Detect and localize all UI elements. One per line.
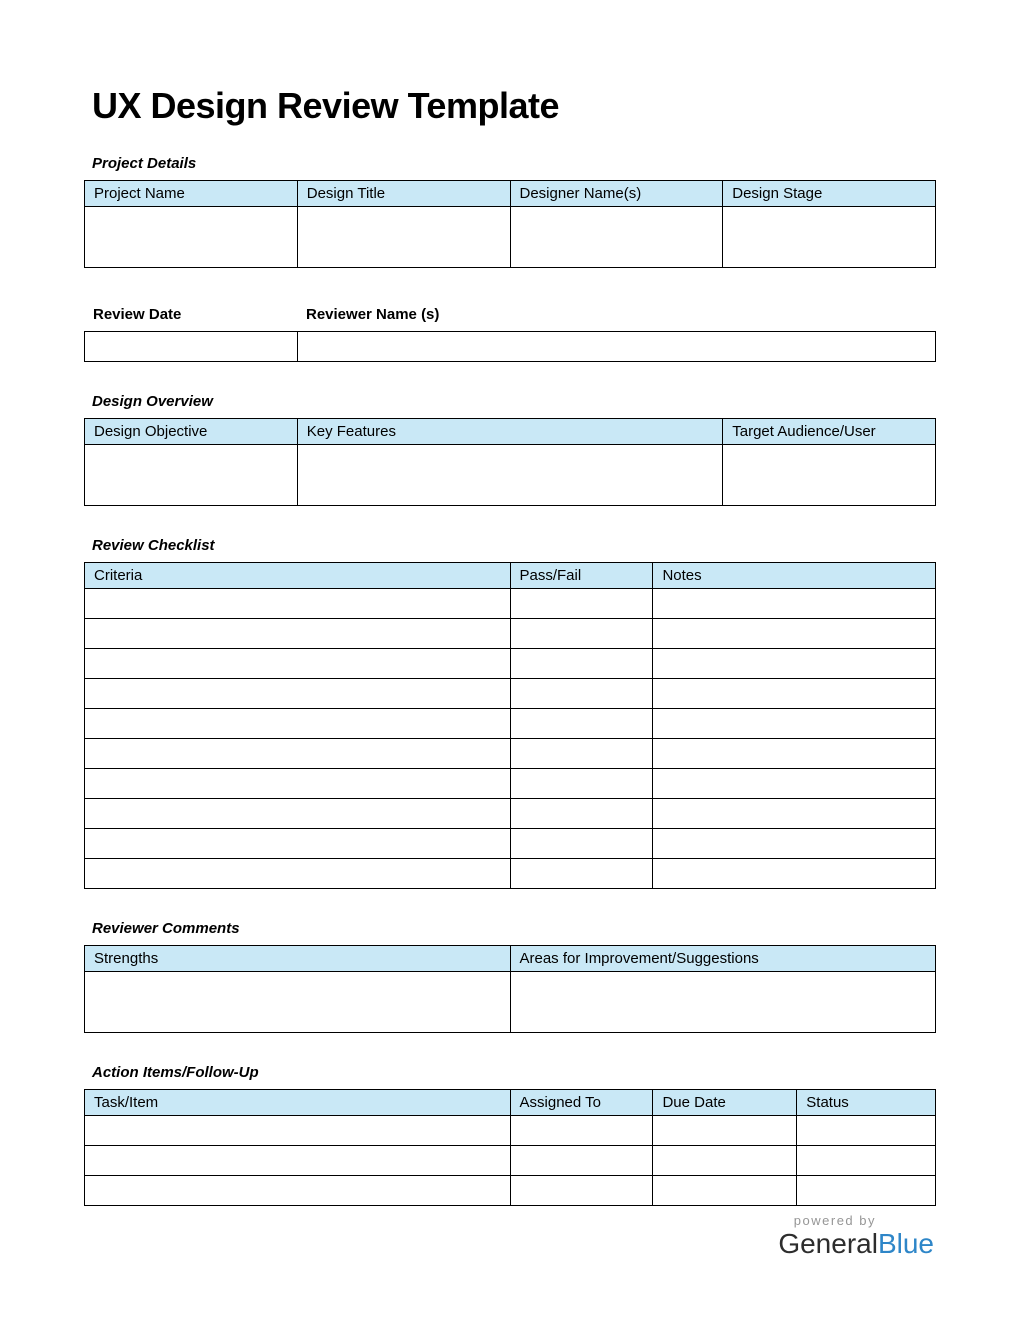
project-details-table [84, 180, 936, 268]
empty-cell[interactable] [797, 1145, 936, 1175]
empty-cell[interactable] [797, 1175, 936, 1205]
general-blue-logo [778, 1228, 934, 1260]
empty-cell[interactable] [85, 678, 511, 708]
empty-cell[interactable] [510, 708, 653, 738]
table-row [85, 828, 936, 858]
column-header-designer-names: Designer Name(s) [510, 180, 723, 206]
empty-cell[interactable] [653, 618, 936, 648]
empty-cell[interactable] [653, 858, 936, 888]
brand-blue: Blue [877, 1228, 934, 1260]
empty-cell[interactable] [510, 1175, 653, 1205]
empty-cell[interactable] [85, 971, 511, 1032]
empty-cell[interactable] [653, 1175, 797, 1205]
empty-cell[interactable] [85, 798, 511, 828]
section-heading-action-items: Action Items/Follow-Up [92, 1063, 259, 1081]
table-row [85, 678, 936, 708]
empty-cell[interactable] [653, 738, 936, 768]
table-row [85, 648, 936, 678]
empty-cell[interactable] [510, 618, 653, 648]
column-header-notes: Notes [653, 562, 936, 588]
table-row [85, 1145, 936, 1175]
reviewer-comments-table [84, 945, 936, 1033]
table-row [85, 858, 936, 888]
column-header-strengths: Strengths [85, 945, 511, 971]
review-info-labels [84, 306, 936, 323]
empty-cell[interactable] [85, 828, 511, 858]
empty-cell[interactable] [85, 768, 511, 798]
design-overview-table [84, 418, 936, 506]
empty-cell[interactable] [85, 588, 511, 618]
empty-cell[interactable] [723, 206, 936, 267]
empty-cell[interactable] [653, 1145, 797, 1175]
brand-general: General [778, 1228, 878, 1260]
empty-cell[interactable] [653, 798, 936, 828]
empty-cell[interactable] [510, 971, 936, 1032]
page-title: UX Design Review Template [92, 85, 559, 126]
section-heading-reviewer-comments: Reviewer Comments [92, 919, 240, 937]
empty-cell[interactable] [653, 768, 936, 798]
table-row [85, 1175, 936, 1205]
column-header-status: Status [797, 1089, 936, 1115]
table-row [85, 798, 936, 828]
empty-cell[interactable] [653, 588, 936, 618]
empty-cell[interactable] [297, 206, 510, 267]
empty-cell[interactable] [510, 858, 653, 888]
empty-cell[interactable] [653, 1115, 797, 1145]
empty-cell[interactable] [510, 828, 653, 858]
review-date-label: Review Date [93, 305, 182, 323]
empty-cell[interactable] [510, 648, 653, 678]
column-header-assigned-to: Assigned To [510, 1089, 653, 1115]
table-row [85, 768, 936, 798]
table-row [85, 618, 936, 648]
empty-cell[interactable] [85, 858, 511, 888]
empty-cell[interactable] [85, 1115, 511, 1145]
empty-cell[interactable] [653, 708, 936, 738]
review-info-table [84, 331, 936, 362]
empty-cell[interactable] [653, 678, 936, 708]
empty-cell[interactable] [797, 1115, 936, 1145]
empty-cell[interactable] [297, 331, 935, 361]
empty-cell[interactable] [510, 1145, 653, 1175]
empty-cell[interactable] [510, 678, 653, 708]
column-header-criteria: Criteria [85, 562, 511, 588]
empty-cell[interactable] [85, 206, 298, 267]
table-row [85, 738, 936, 768]
column-header-due-date: Due Date [653, 1089, 797, 1115]
empty-cell[interactable] [510, 798, 653, 828]
empty-cell[interactable] [653, 648, 936, 678]
column-header-task-item: Task/Item [85, 1089, 511, 1115]
empty-cell[interactable] [510, 1115, 653, 1145]
empty-cell[interactable] [85, 331, 298, 361]
empty-cell[interactable] [510, 738, 653, 768]
reviewer-name-label: Reviewer Name (s) [306, 305, 440, 323]
footer [84, 1213, 936, 1261]
column-header-design-title: Design Title [297, 180, 510, 206]
empty-cell[interactable] [85, 648, 511, 678]
column-header-pass-fail: Pass/Fail [510, 562, 653, 588]
table-row [85, 1115, 936, 1145]
empty-cell[interactable] [297, 444, 723, 505]
table-row [85, 971, 936, 1032]
empty-cell[interactable] [85, 708, 511, 738]
column-header-key-features: Key Features [297, 418, 723, 444]
column-header-target-audience: Target Audience/User [723, 418, 936, 444]
table-row [85, 331, 936, 361]
table-row [85, 588, 936, 618]
section-heading-review-checklist: Review Checklist [92, 536, 215, 554]
empty-cell[interactable] [510, 768, 653, 798]
section-heading-design-overview: Design Overview [92, 392, 213, 410]
section-heading-project-details: Project Details [92, 154, 197, 172]
table-row [85, 708, 936, 738]
empty-cell[interactable] [510, 588, 653, 618]
empty-cell[interactable] [85, 1175, 511, 1205]
action-items-table [84, 1089, 936, 1206]
table-row [85, 444, 936, 505]
column-header-design-stage: Design Stage [723, 180, 936, 206]
empty-cell[interactable] [85, 738, 511, 768]
empty-cell[interactable] [653, 828, 936, 858]
powered-by-text: powered by [793, 1212, 876, 1228]
empty-cell[interactable] [723, 444, 936, 505]
empty-cell[interactable] [85, 444, 298, 505]
column-header-design-objective: Design Objective [85, 418, 298, 444]
table-row [85, 206, 936, 267]
review-checklist-table [84, 562, 936, 889]
empty-cell[interactable] [85, 1145, 511, 1175]
empty-cell[interactable] [85, 618, 511, 648]
column-header-areas-improvement: Areas for Improvement/Suggestions [510, 945, 936, 971]
empty-cell[interactable] [510, 206, 723, 267]
column-header-project-name: Project Name [85, 180, 298, 206]
